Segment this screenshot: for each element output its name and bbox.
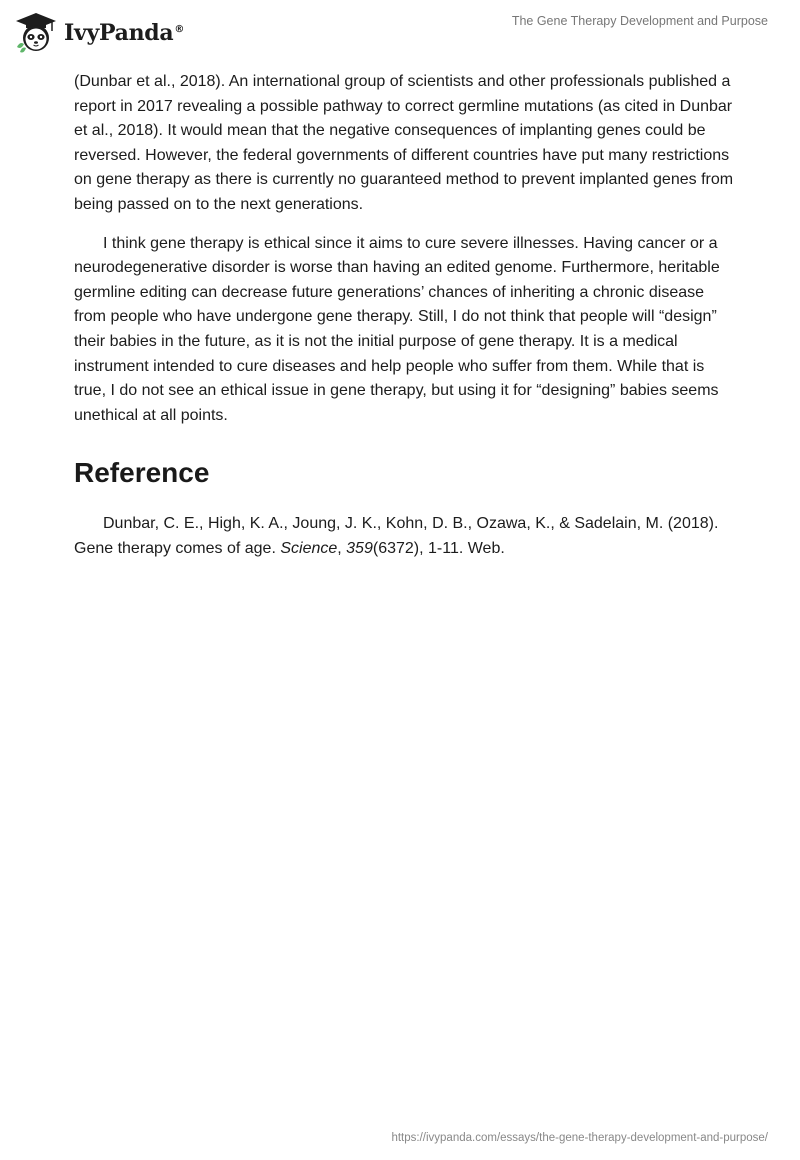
ivypanda-logo[interactable] <box>14 8 184 58</box>
body-paragraph-1: (Dunbar et al., 2018). An international group of scientists and other professionals published a report in 2017 revealing a possible pathway to correct germline mutations (as cited in Dunbar et al., 2018). It would mean that the negative consequences of implanting genes could be reversed. However, the federal governments of different countries have put many restrictions on gene therapy as there is currently no guaranteed method to prevent implanted genes from being passed on to the next generations. <box>74 73 734 213</box>
essay-content <box>74 70 734 562</box>
body-paragraph-2: I think gene therapy is ethical since it aims to cure severe illnesses. Having cancer or a neurodegenerative disorder is worse than having an edited genome. Furthermore, heritable germline editing can decrease future generations’ chances of inheriting a chronic disease from people who have undergone gene therapy. Still, I do not think that people will “design” their babies in the future, as it is not the initial purpose of gene therapy. It is a medical instrument intended to cure diseases and help people who suffer from them. While that is true, I do not see an ethical issue in gene therapy, but using it for “designing” babies seems unethical at all points. <box>74 234 720 424</box>
reference-authors-title: Dunbar, C. E., High, K. A., Joung, J. K., Kohn, D. B., Ozawa, K., & Sadelain, M. (2018). Gene therapy comes of age. <box>74 515 719 557</box>
source-url-link[interactable]: https://ivypanda.com/essays/the-gene-therapy-development-and-purpose/ <box>391 1132 768 1144</box>
document-title: The Gene Therapy Development and Purpose <box>511 14 768 28</box>
reference-journal: Science <box>280 539 338 557</box>
reference-separator: , <box>337 539 347 557</box>
panda-graduate-icon <box>14 11 58 55</box>
reference-volume: 359 <box>346 539 373 557</box>
reference-issue-pages: (6372), 1-11. Web. <box>372 539 505 557</box>
reference-entry <box>74 512 734 561</box>
logo-wordmark: IvyPanda® <box>64 20 185 46</box>
reference-heading: Reference <box>74 457 210 489</box>
